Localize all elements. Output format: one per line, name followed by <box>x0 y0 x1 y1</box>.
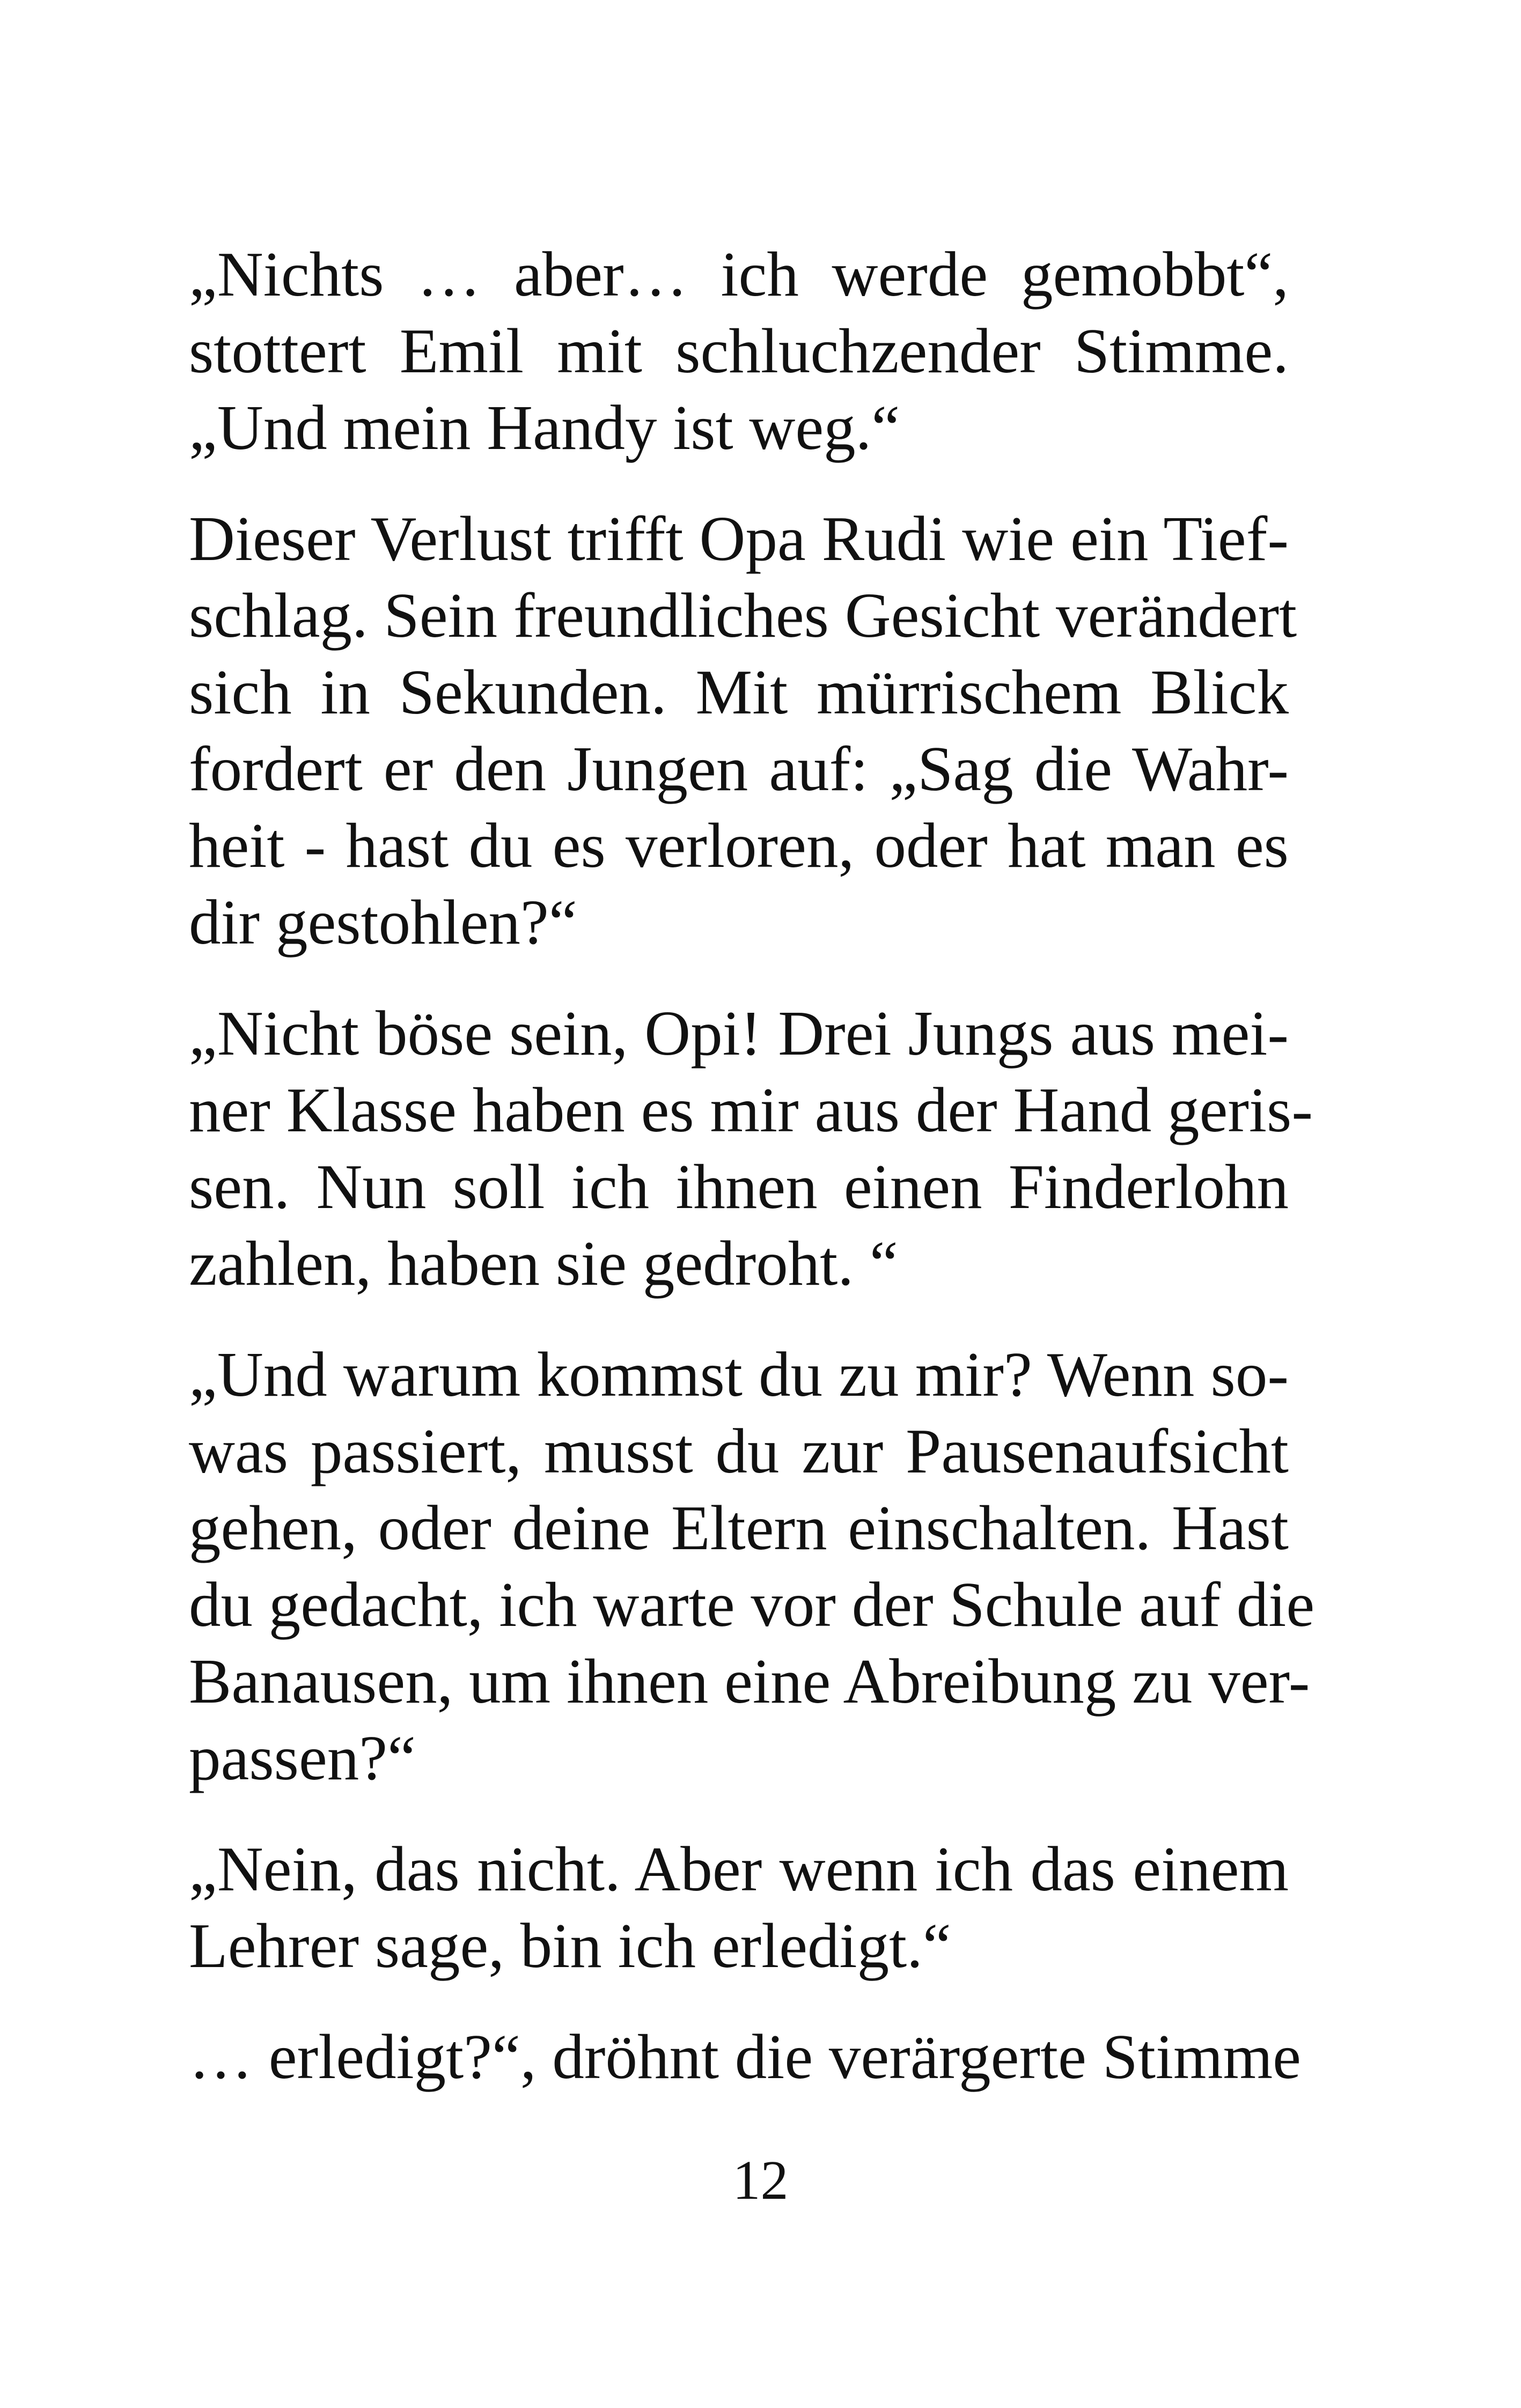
text-line: ner Klasse haben es mir aus der Hand geris- <box>189 1074 1313 1145</box>
text-line: „Und warum kommst du zu mir? Wenn so- <box>189 1339 1289 1410</box>
paragraph-6 <box>189 2019 1301 2095</box>
text-line: Banausen, um ihnen eine Abreibung zu ver- <box>189 1646 1310 1717</box>
text-line: Lehrer sage, bin ich erledigt.“ <box>189 1910 951 1981</box>
text-line: stottert Emil mit schluchzender Stimme. <box>189 315 1289 386</box>
text-line: „Nicht böse sein, Opi! Drei Jungs aus mei- <box>189 998 1289 1069</box>
text-line: passen?“ <box>189 1722 416 1793</box>
text-line: „Nichts … aber… ich werde gemobbt“, <box>189 239 1289 310</box>
text-line: „Nein, das nicht. Aber wenn ich das einem <box>189 1833 1289 1904</box>
paragraph-5 <box>189 1831 1289 1984</box>
text-line: sich in Sekunden. Mit mürrischem Blick <box>189 657 1289 727</box>
text-line: sen. Nun soll ich ihnen einen Finderlohn <box>189 1151 1289 1222</box>
page-number: 12 <box>732 2149 789 2211</box>
text-line: schlag. Sein freundliches Gesicht verändert <box>189 580 1297 651</box>
text-line: fordert er den Jungen auf: „Sag die Wahr- <box>189 733 1289 804</box>
text-line: … erledigt?“, dröhnt die verärgerte Stimme <box>189 2021 1301 2092</box>
text-line: zahlen, haben sie gedroht. “ <box>189 1228 898 1299</box>
paragraph-4 <box>189 1336 1315 1796</box>
text-line: heit - hast du es verloren, oder hat man es <box>189 810 1289 881</box>
paragraph-1 <box>189 236 1289 466</box>
text-line: du gedacht, ich warte vor der Schule auf die <box>189 1569 1315 1640</box>
body-text <box>189 236 1315 2095</box>
text-line: Dieser Verlust trifft Opa Rudi wie ein Tief- <box>189 503 1289 574</box>
text-line: dir gestohlen?“ <box>189 887 577 958</box>
paragraph-2 <box>189 500 1297 961</box>
text-line: gehen, oder deine Eltern einschalten. Hast <box>189 1492 1289 1563</box>
text-line: „Und mein Handy ist weg.“ <box>189 392 900 463</box>
text-line: was passiert, musst du zur Pausenaufsicht <box>189 1416 1289 1486</box>
paragraph-3 <box>189 995 1313 1302</box>
